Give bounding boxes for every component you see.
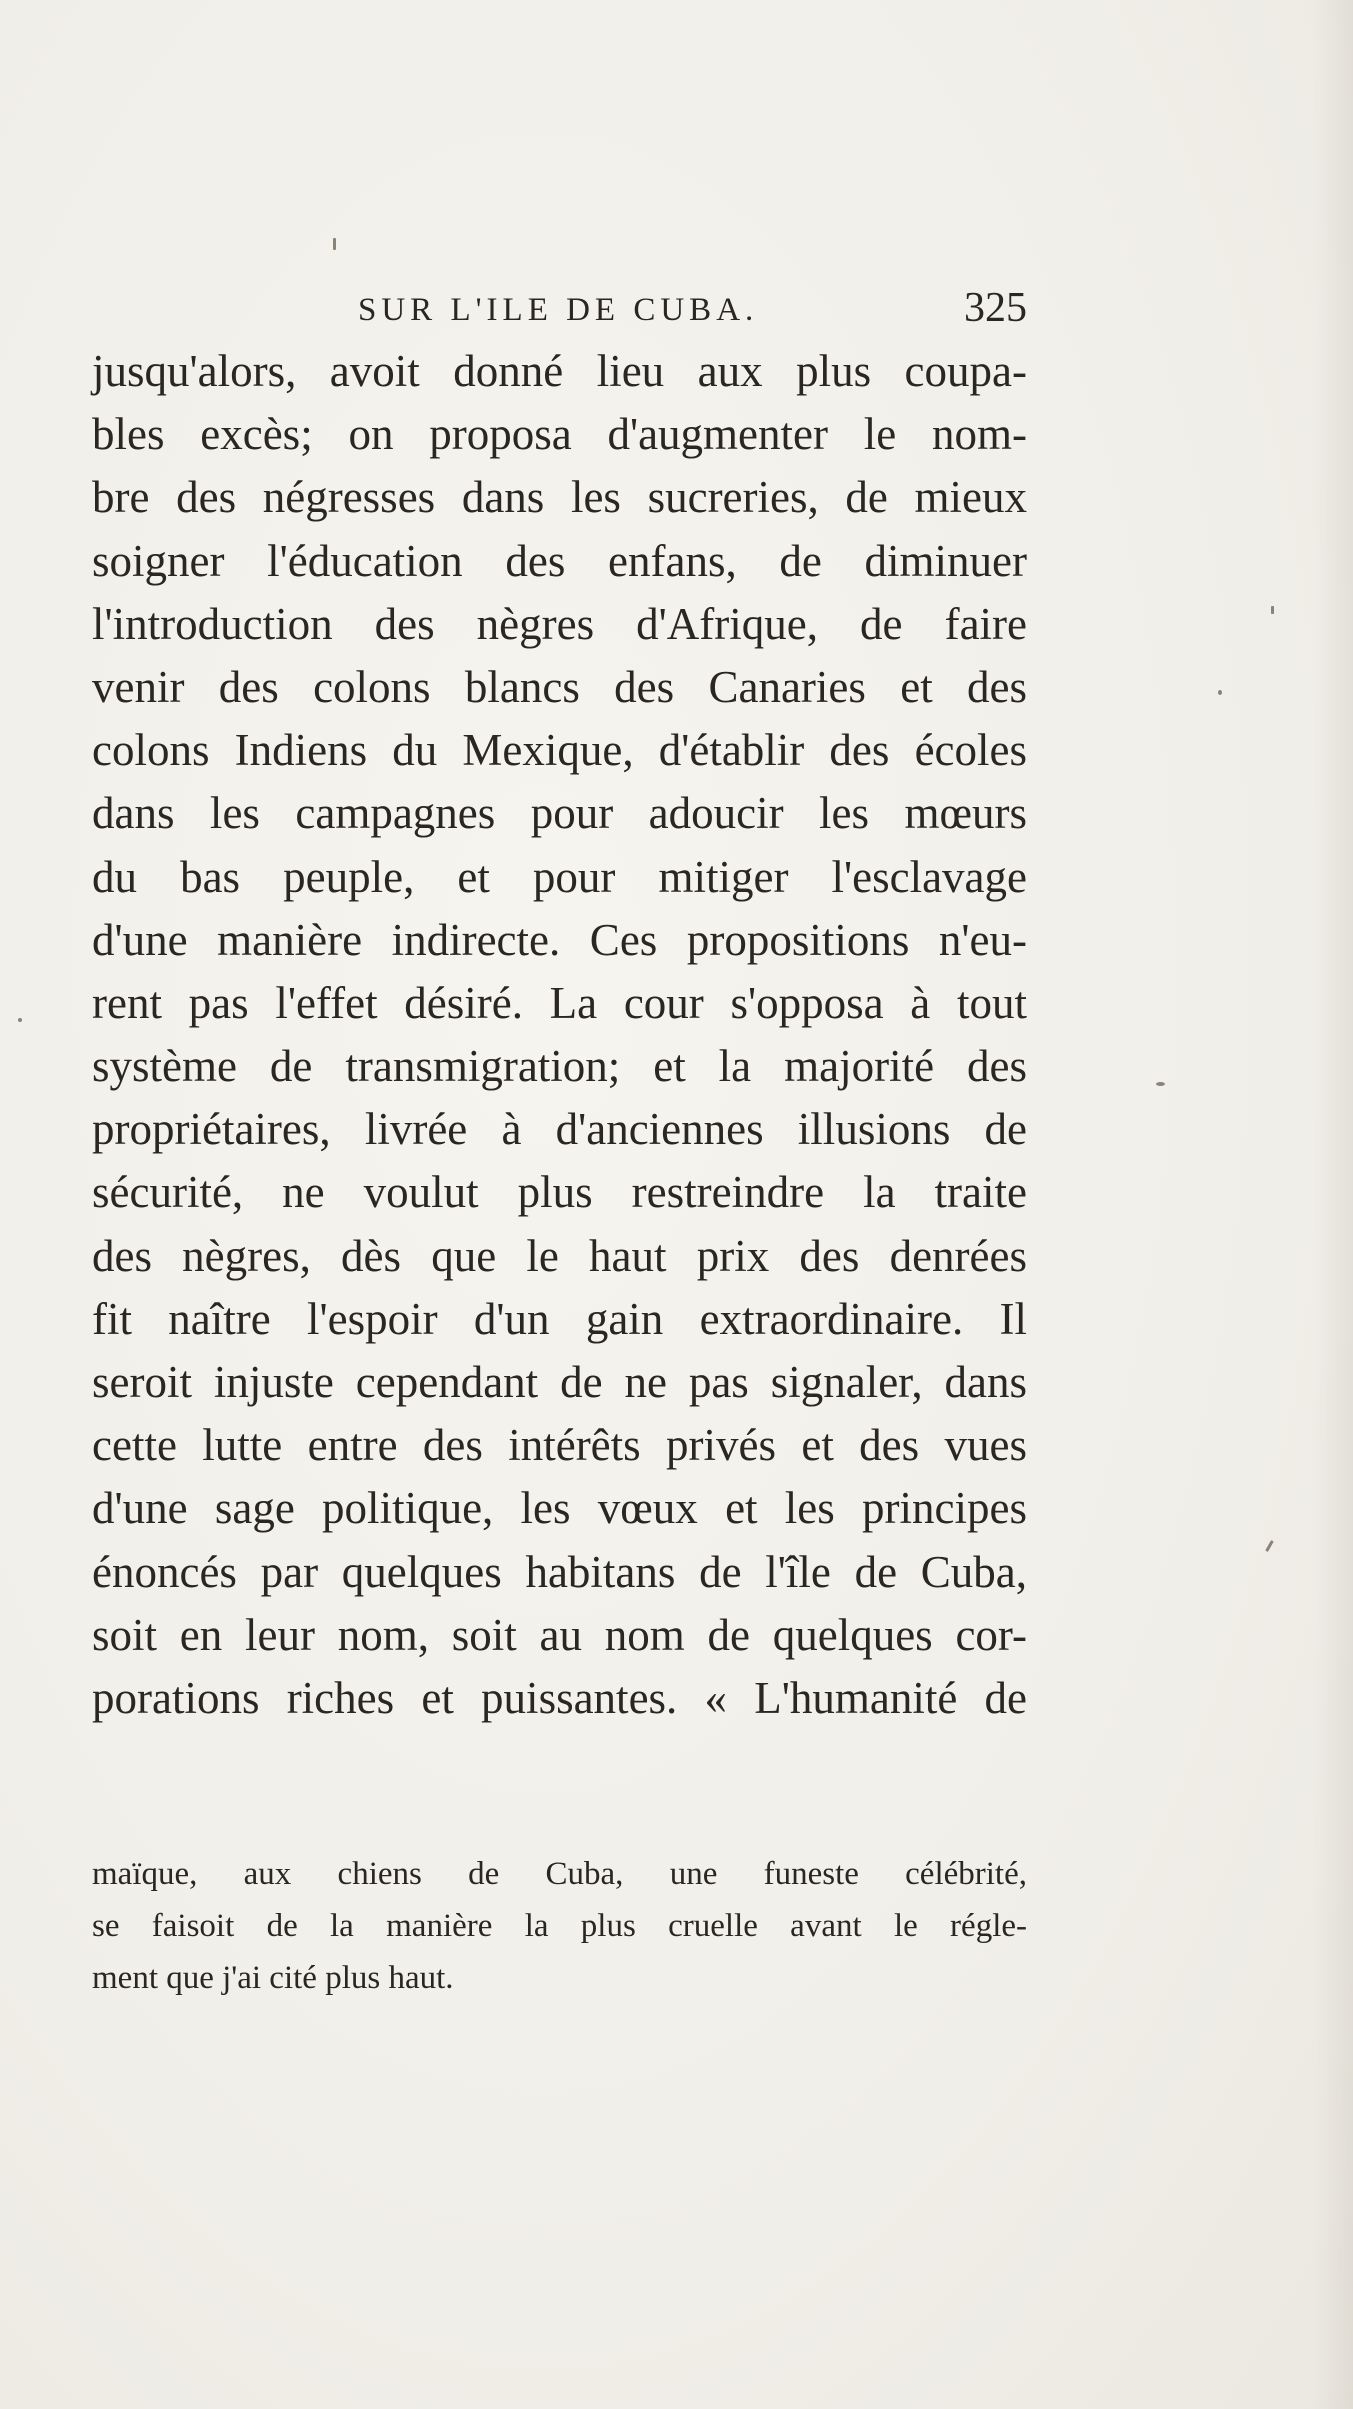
page-header <box>92 278 1027 338</box>
text-line: système de transmigration; et la majorité des <box>92 1041 1027 1092</box>
running-head: SUR L'ILE DE CUBA. <box>358 292 759 328</box>
text-line: des nègres, dès que le haut prix des denrées <box>92 1230 1027 1281</box>
text-line: dans les campagnes pour adoucir les mœurs <box>92 788 1027 839</box>
paper-speck <box>1218 690 1222 695</box>
footnote-line: ment que j'ai cité plus haut. <box>92 1960 454 1996</box>
paper-speck <box>18 1018 22 1022</box>
text-line: du bas peuple, et pour mitiger l'esclavage <box>92 851 1027 902</box>
text-line: énoncés par quelques habitans de l'île de Cuba, <box>92 1546 1027 1597</box>
text-line: jusqu'alors, avoit donné lieu aux plus coupa- <box>92 346 1027 396</box>
body-text <box>92 340 1027 1730</box>
text-line: bre des négresses dans les sucreries, de mieux <box>92 472 1027 523</box>
text-line: porations riches et puissantes. « L'humanité de <box>92 1672 1027 1723</box>
text-line: colons Indiens du Mexique, d'établir des écoles <box>92 725 1027 776</box>
text-line: fit naître l'espoir d'un gain extraordinaire. Il <box>92 1293 1027 1344</box>
footnote-line: maïque, aux chiens de Cuba, une funeste célébrité, <box>92 1856 1027 1892</box>
text-line: sécurité, ne voulut plus restreindre la traite <box>92 1167 1027 1218</box>
text-line: propriétaires, livrée à d'anciennes illusions de <box>92 1104 1027 1155</box>
text-line: cette lutte entre des intérêts privés et des vues <box>92 1420 1027 1471</box>
paper-speck <box>1265 1540 1274 1552</box>
text-line: soigner l'éducation des enfans, de diminuer <box>92 535 1027 586</box>
text-line: d'une manière indirecte. Ces propositions n'eu- <box>92 914 1027 965</box>
page-number: 325 <box>964 285 1027 331</box>
paper-speck <box>333 238 336 250</box>
text-line: bles excès; on proposa d'augmenter le nom- <box>92 409 1027 460</box>
footnote <box>92 1848 1027 2004</box>
text-line: rent pas l'effet désiré. La cour s'opposa à tout <box>92 977 1027 1028</box>
text-line: soit en leur nom, soit au nom de quelques cor- <box>92 1609 1027 1660</box>
text-line: venir des colons blancs des Canaries et des <box>92 661 1027 712</box>
page-edge-shading <box>1313 0 1353 2409</box>
paper-speck <box>1271 606 1274 614</box>
footnote-line: se faisoit de la manière la plus cruelle avant le régle- <box>92 1908 1027 1944</box>
text-line: l'introduction des nègres d'Afrique, de faire <box>92 598 1027 649</box>
text-line: d'une sage politique, les vœux et les principes <box>92 1483 1027 1534</box>
text-line: seroit injuste cependant de ne pas signaler, dans <box>92 1357 1027 1407</box>
paper-speck <box>1156 1082 1165 1086</box>
